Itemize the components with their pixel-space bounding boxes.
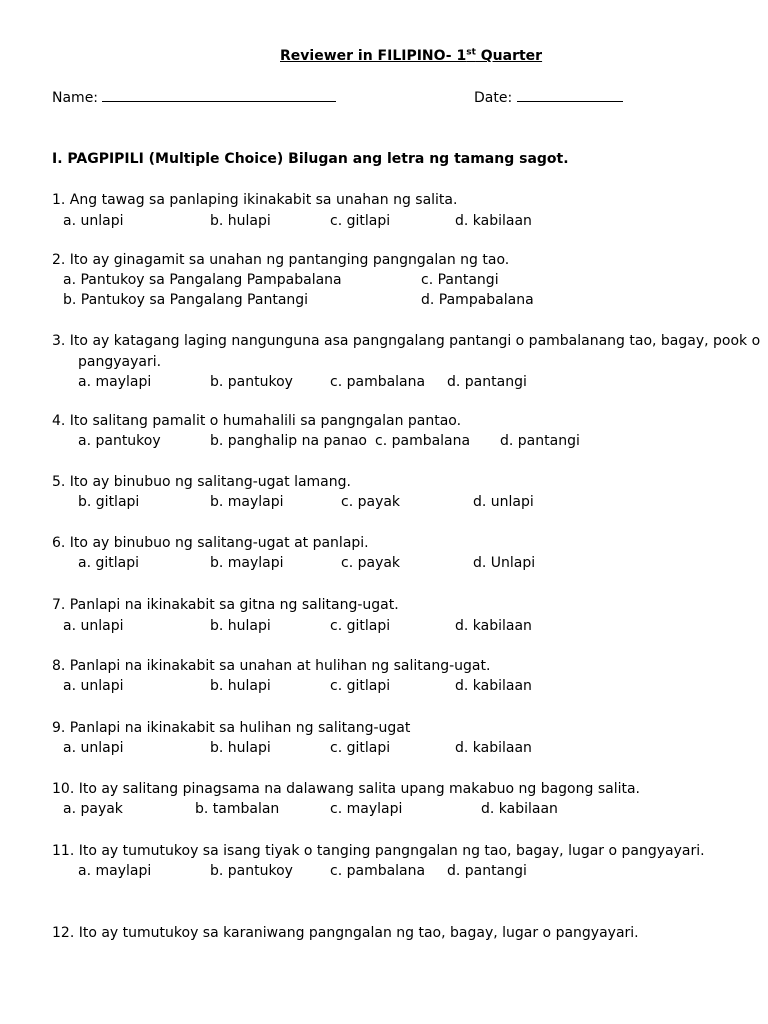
choice-6b[interactable]: b. maylapi <box>210 555 284 571</box>
name-row <box>52 89 336 107</box>
choice-5d[interactable]: d. unlapi <box>473 494 534 510</box>
choice-3a[interactable]: a. maylapi <box>78 374 152 390</box>
choice-2a[interactable]: a. Pantukoy sa Pangalang Pampabalana <box>63 272 342 288</box>
choice-4a[interactable]: a. pantukoy <box>78 433 161 449</box>
choice-9d[interactable]: d. kabilaan <box>455 740 532 756</box>
choice-5b[interactable]: b. maylapi <box>210 494 284 510</box>
choice-7a[interactable]: a. unlapi <box>63 618 124 634</box>
choice-7c[interactable]: c. gitlapi <box>330 618 391 634</box>
date-label: Date: <box>474 90 513 106</box>
choice-9c[interactable]: c. gitlapi <box>330 740 391 756</box>
choice-10d[interactable]: d. kabilaan <box>481 801 558 817</box>
question-2: 2. Ito ay ginagamit sa unahan ng pantanging pangngalan ng tao. <box>52 252 510 268</box>
choice-10c[interactable]: c. maylapi <box>330 801 403 817</box>
date-row <box>474 89 623 107</box>
choice-11c[interactable]: c. pambalana <box>330 863 426 879</box>
title-main: Reviewer in FILIPINO- 1 <box>280 48 467 64</box>
choice-5c[interactable]: c. payak <box>341 494 401 510</box>
question-3-continued: pangyayari. <box>78 354 162 370</box>
choice-3d[interactable]: d. pantangi <box>447 374 527 390</box>
question-8: 8. Panlapi na ikinakabit sa unahan at hulihan ng salitang-ugat. <box>52 658 491 674</box>
choice-4d[interactable]: d. pantangi <box>500 433 580 449</box>
question-5: 5. Ito ay binubuo ng salitang-ugat lamang. <box>52 474 351 490</box>
choice-7d[interactable]: d. kabilaan <box>455 618 532 634</box>
choice-9b[interactable]: b. hulapi <box>210 740 271 756</box>
question-11: 11. Ito ay tumutukoy sa isang tiyak o tanging pangngalan ng tao, bagay, lugar o pangyayari. <box>52 843 705 859</box>
section-heading: I. PAGPIPILI (Multiple Choice) Bilugan ang letra ng tamang sagot. <box>52 151 569 167</box>
choice-8c[interactable]: c. gitlapi <box>330 678 391 694</box>
choice-6a[interactable]: a. gitlapi <box>78 555 139 571</box>
question-4: 4. Ito salitang pamalit o humahalili sa pangngalan pantao. <box>52 413 462 429</box>
question-6: 6. Ito ay binubuo ng salitang-ugat at panlapi. <box>52 535 369 551</box>
choice-2b[interactable]: b. Pantukoy sa Pangalang Pantangi <box>63 292 309 308</box>
choice-11a[interactable]: a. maylapi <box>78 863 152 879</box>
choice-3c[interactable]: c. pambalana <box>330 374 426 390</box>
choice-11d[interactable]: d. pantangi <box>447 863 527 879</box>
question-12: 12. Ito ay tumutukoy sa karaniwang pangngalan ng tao, bagay, lugar o pangyayari. <box>52 925 639 941</box>
choice-4b[interactable]: b. panghalip na panao <box>210 433 367 449</box>
choice-1a[interactable]: a. unlapi <box>63 213 124 229</box>
question-3: 3. Ito ay katagang laging nangunguna asa pangngalang pantangi o pambalanang tao, bagay, pook o <box>52 333 761 349</box>
title-superscript: st <box>466 47 476 58</box>
choice-8d[interactable]: d. kabilaan <box>455 678 532 694</box>
choice-10b[interactable]: b. tambalan <box>195 801 280 817</box>
choice-1d[interactable]: d. kabilaan <box>455 213 532 229</box>
name-blank[interactable] <box>102 89 336 102</box>
choice-10a[interactable]: a. payak <box>63 801 123 817</box>
name-label: Name: <box>52 90 99 106</box>
choice-8b[interactable]: b. hulapi <box>210 678 271 694</box>
question-7: 7. Panlapi na ikinakabit sa gitna ng salitang-ugat. <box>52 597 399 613</box>
choice-6c[interactable]: c. payak <box>341 555 401 571</box>
choice-6d[interactable]: d. Unlapi <box>473 555 536 571</box>
title-end: Quarter <box>475 48 543 64</box>
date-blank[interactable] <box>517 89 623 102</box>
choice-11b[interactable]: b. pantukoy <box>210 863 293 879</box>
question-9: 9. Panlapi na ikinakabit sa hulihan ng salitang-ugat <box>52 720 411 736</box>
choice-5a[interactable]: b. gitlapi <box>78 494 140 510</box>
question-1: 1. Ang tawag sa panlaping ikinakabit sa unahan ng salita. <box>52 192 458 208</box>
choice-1c[interactable]: c. gitlapi <box>330 213 391 229</box>
choice-3b[interactable]: b. pantukoy <box>210 374 293 390</box>
choice-2c[interactable]: c. Pantangi <box>421 272 499 288</box>
choice-4c[interactable]: c. pambalana <box>375 433 471 449</box>
choice-9a[interactable]: a. unlapi <box>63 740 124 756</box>
choice-2d[interactable]: d. Pampabalana <box>421 292 534 308</box>
choice-8a[interactable]: a. unlapi <box>63 678 124 694</box>
choice-7b[interactable]: b. hulapi <box>210 618 271 634</box>
question-10: 10. Ito ay salitang pinagsama na dalawang salita upang makabuo ng bagong salita. <box>52 781 640 797</box>
page-title <box>280 47 542 65</box>
choice-1b[interactable]: b. hulapi <box>210 213 271 229</box>
